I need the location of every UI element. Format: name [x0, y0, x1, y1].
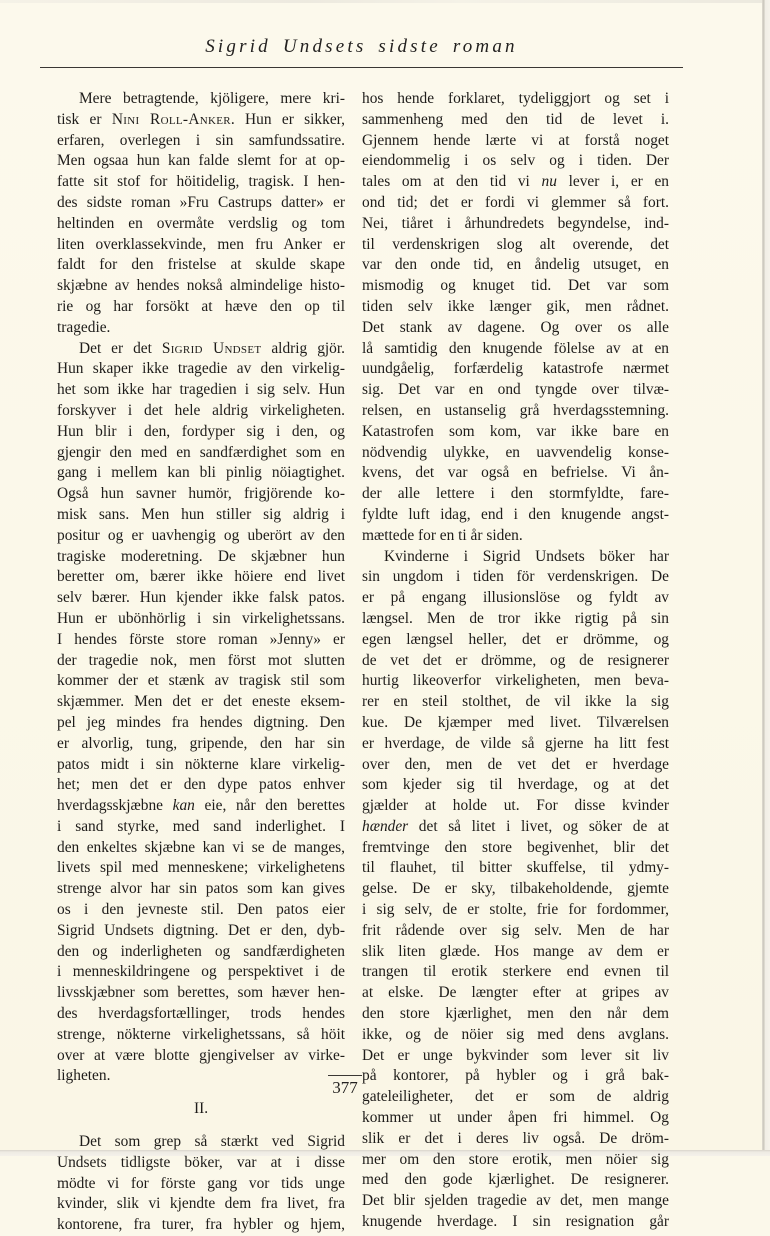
text-segment: tales om at den tid vi: [362, 173, 542, 191]
text-segment: Men ogsaa hun kan falde slemt for at op-: [57, 152, 345, 170]
text-segment: relsen, en ustanselig grå hverdagsstemning.: [362, 401, 669, 419]
text-line: [57, 255, 345, 276]
text-segment: Det er det: [79, 339, 162, 357]
text-line: [362, 942, 669, 963]
section-heading: [57, 1099, 345, 1120]
text-segment: eiendommelig i os selv og i tiden. Der: [362, 152, 669, 170]
author-name: Sigrid Undset: [161, 339, 262, 357]
text-segment: misk sans. Men hun stiller sig aldrig i: [57, 505, 345, 523]
text-line: [362, 651, 669, 672]
text-segment: kommer der et stænk av tragisk stil som: [57, 672, 345, 690]
text-line: [362, 755, 669, 776]
text-line: [362, 1004, 669, 1025]
text-line: [362, 796, 669, 817]
text-line: [362, 630, 669, 651]
text-line: [57, 630, 345, 651]
text-segment: hurtig likeoverfor virkeligheten, men beva-: [362, 672, 669, 690]
text-line: [57, 1194, 345, 1215]
text-line: [57, 443, 345, 464]
text-line: [362, 380, 669, 401]
text-segment: trangen til erotik sterkere end evnen til: [362, 963, 669, 981]
text-line: [362, 1025, 669, 1046]
text-line: [362, 484, 669, 505]
text-segment: kvens, det var også en befrielse. Vi ån-: [362, 464, 669, 482]
text-segment: tisk er: [57, 110, 112, 128]
text-segment: i menneskildringene og perspektivet i de: [57, 963, 345, 981]
text-segment: eie, når den berettes: [194, 797, 345, 815]
text-line: [57, 318, 345, 339]
text-segment: liten overklassekvinde, men fru Anker er: [57, 235, 345, 253]
text-line: [362, 193, 669, 214]
text-line: [362, 921, 669, 942]
text-line: [57, 401, 345, 422]
text-segment: er på engang illusionslöse og fyldt av: [362, 589, 669, 607]
text-line: [57, 734, 345, 755]
text-line: [57, 942, 345, 963]
text-segment: Det stank av dagene. Og over os alle: [362, 318, 669, 336]
text-segment: Katastrofen som kom, var ikke bare en: [362, 422, 669, 440]
text-segment: gjengir den med en sandfærdighet som en: [57, 443, 345, 461]
text-segment: sin ungdom i tiden för verdenskrigen. De: [362, 568, 669, 586]
text-segment: ligheten.: [57, 1067, 111, 1085]
text-segment: til flauhet, til bitter skuffelse, til ydmy-: [362, 859, 669, 877]
text-line: [57, 1046, 345, 1067]
text-segment: strenge alvor har sin patos som kan gives: [57, 880, 345, 898]
text-segment: gateleiligheter, det er som de aldrig: [362, 1088, 669, 1106]
text-segment: positur og er uavhengig og uberört av den: [57, 526, 345, 544]
text-line: [362, 588, 669, 609]
text-line: [57, 1025, 345, 1046]
text-segment: strenge, nökterne virkelighetssans, så höit: [57, 1025, 345, 1043]
text-line: [57, 89, 345, 110]
text-segment: sammenheng med den tid de levet i.: [362, 110, 669, 128]
running-head: Sigrid Undsets sidste roman: [205, 36, 518, 57]
text-line: [362, 900, 669, 921]
text-segment: livets spil med menneskene; virkelighetens: [57, 859, 345, 877]
text-segment: nödvendig ulykke, en uavvendelig konse-: [362, 443, 669, 461]
text-segment: mismodig og knuget tid. Det var som: [362, 277, 669, 295]
text-segment: slik er det i deres liv også. De dröm-: [362, 1129, 669, 1147]
text-segment: des sidste roman »Fru Castrups datter» er: [57, 193, 345, 211]
text-line: [362, 962, 669, 983]
text-line: [362, 276, 669, 297]
text-segment: mættede for en ti år siden.: [362, 526, 523, 544]
text-line: [57, 588, 345, 609]
text-line: [57, 567, 345, 588]
text-segment: at elske. De længter efter at gripes av: [362, 984, 669, 1002]
text-line: [362, 110, 669, 131]
text-line: [57, 713, 345, 734]
author-name: Nini Roll-Anker: [111, 110, 231, 128]
text-segment: Gjennem hende lærte vi at forstå noget: [362, 131, 669, 149]
text-segment: mer om den store erotik, men nöier sig: [362, 1150, 669, 1168]
text-segment: gang i mellem kan bli pinlig nöiagtighet.: [57, 464, 345, 482]
text-line: [362, 505, 669, 526]
text-segment: rie og har forsökt at hæve den op til: [57, 297, 345, 315]
text-line: [362, 443, 669, 464]
text-line: [362, 547, 669, 568]
text-line: [57, 817, 345, 838]
text-segment: kvinder, slik vi kjendte dem fra livet, fra: [57, 1195, 345, 1213]
emphasis: hænder: [362, 817, 409, 835]
text-segment: heltinden en overmåte verdslig og tom: [57, 214, 345, 232]
text-segment: Sigrid Undsets digtning. Det er den, dyb-: [57, 921, 345, 939]
text-segment: er alvorlig, tung, gripende, den har sin: [57, 734, 345, 752]
text-segment: fyldte luft idag, end i den knugende angst-: [362, 505, 669, 523]
text-segment: Nei, tiåret i århundredets begyndelse, ind-: [362, 214, 669, 232]
text-line: [57, 1132, 345, 1153]
text-line: [362, 214, 669, 235]
text-segment: Hun blir i den, fordyper sig i den, og: [57, 422, 345, 440]
text-segment: Det blir sjelden tragedie av det, men mange: [362, 1192, 669, 1210]
text-line: [57, 339, 345, 360]
text-segment: hverdagsskjæbne: [57, 797, 173, 815]
text-segment: des hverdagsfortællinger, trods hendes: [57, 1005, 345, 1023]
text-line: [57, 671, 345, 692]
text-segment: skjæbne av hendes nokså almindelige histo-: [57, 277, 345, 295]
text-segment: erfaren, overlegen i sin samfundssatire.: [57, 131, 345, 149]
text-line: [362, 1046, 669, 1067]
text-segment: var den onde tid, en åndelig utsuget, en: [362, 256, 669, 274]
text-line: [362, 359, 669, 380]
text-segment: i sig selv, de er stolte, frie for fordommer,: [362, 901, 669, 919]
text-segment: den store kjærlighet, men den når dem: [362, 1005, 669, 1023]
text-segment: længsel. Men de tror ikke rigtig på sin: [362, 609, 669, 627]
text-segment: II.: [193, 1100, 209, 1118]
text-line: [362, 713, 669, 734]
text-segment: patos midt i sin nökterne klare virkelig-: [57, 755, 345, 773]
right-column: [362, 89, 669, 1233]
text-segment: gjælder at holde ut. For disse kvinder: [362, 797, 669, 815]
text-line: [362, 131, 669, 152]
text-line: [57, 172, 345, 193]
text-line: [362, 401, 669, 422]
text-line: [57, 151, 345, 172]
text-line: [57, 110, 345, 131]
text-line: [362, 1212, 669, 1233]
text-segment: rer en steil stolthet, de vil ikke la sig: [362, 693, 669, 711]
text-segment: kue. De kjæmper med livet. Tilværelsen: [362, 713, 669, 731]
text-segment: forskyver i det hele aldrig virkeligheten.: [57, 401, 345, 419]
text-segment: egen længsel heller, det er drömme, og: [362, 630, 669, 648]
text-line: [57, 380, 345, 401]
text-segment: mödte vi for förste gang vor tids unge: [57, 1174, 345, 1192]
text-segment: ond tid; det er fordi vi glemmer så fort.: [362, 193, 669, 211]
text-segment: skjæmmer. Men det er det eneste eksem-: [57, 693, 345, 711]
page-number-rule: [328, 1075, 362, 1076]
page-right-edge: [762, 0, 770, 1156]
text-line: [57, 1004, 345, 1025]
text-segment: knugende hverdage. I sin resignation går: [362, 1213, 669, 1231]
text-line: [57, 214, 345, 235]
text-line: [362, 609, 669, 630]
text-segment: fremtvinge den store begivenhet, blir det: [362, 838, 669, 856]
text-segment: der tragedie nok, men först mot slutten: [57, 651, 345, 669]
text-segment: tragedie.: [57, 318, 111, 336]
emphasis: kan: [172, 797, 195, 815]
text-segment: som kjeder sig til hverdage, og at det: [362, 776, 669, 794]
text-line: [362, 422, 669, 443]
text-segment: faldt for den fristelse at skulde skape: [57, 256, 345, 274]
text-line: [362, 255, 669, 276]
text-segment: sig. Det var en ond tyngde over tilvæ-: [362, 381, 669, 399]
text-line: [57, 651, 345, 672]
text-line: [362, 463, 669, 484]
text-segment: med den gode kjærlighet. De resignerer.: [362, 1171, 669, 1189]
text-segment: Mere betragtende, kjöligere, mere kri-: [79, 90, 345, 107]
text-segment: på kontorer, på hybler og i grå bak-: [362, 1067, 669, 1085]
text-line: [362, 172, 669, 193]
text-line: [57, 297, 345, 318]
text-segment: de vet det er drömme, og de resignerer: [362, 651, 669, 669]
text-line: [57, 422, 345, 443]
text-segment: Også hun savner humör, frigjörende ko-: [57, 485, 345, 503]
text-segment: tragiske moderetning. De skjæbner hun: [57, 547, 345, 565]
text-line: [57, 838, 345, 859]
text-line: [57, 484, 345, 505]
text-line: [362, 318, 669, 339]
text-line: [57, 359, 345, 380]
text-segment: gelse. De er sky, tilbakeholdende, gjemte: [362, 880, 669, 898]
text-line: [362, 89, 669, 110]
text-line: [362, 151, 669, 172]
text-line: [57, 879, 345, 900]
text-segment: beretter om, bærer ikke höiere end livet: [57, 568, 345, 586]
text-line: [362, 858, 669, 879]
text-line: [362, 297, 669, 318]
spacer: [57, 1120, 345, 1132]
text-segment: I hendes förste store roman »Jenny» er: [57, 630, 345, 648]
text-segment: uundgåelig, forfærdelig katastrofe nærmet: [362, 360, 669, 378]
text-segment: Det som grep så stærkt ved Sigrid: [79, 1133, 345, 1151]
text-line: [362, 1150, 669, 1171]
text-line: [57, 858, 345, 879]
text-segment: over at være blotte gjengivelser av virke-: [57, 1046, 345, 1064]
text-line: [57, 983, 345, 1004]
header-rule: [40, 67, 683, 68]
text-line: [362, 1129, 669, 1150]
text-line: [362, 1087, 669, 1108]
text-segment: i sand styrke, med sand inderlighet. I: [57, 817, 345, 835]
text-segment: frit rådende over sig selv. Men de har: [362, 921, 669, 939]
text-line: [362, 983, 669, 1004]
text-segment: er hverdage, de vilde så gjerne ha litt fest: [362, 734, 669, 752]
text-segment: pel jeg mindes fra hendes digtning. Den: [57, 713, 345, 731]
left-column: [57, 89, 345, 1236]
text-segment: lå samtidig den knugende fölelse av at en: [362, 339, 669, 357]
text-line: [362, 1191, 669, 1212]
text-segment: over den, men de vet det er hverdage: [362, 755, 669, 773]
text-segment: kommer ut under åpen fri himmel. Og: [362, 1109, 669, 1127]
text-segment: fatte sit stof for höitidelig, tragisk. I hen-: [57, 173, 345, 191]
text-line: [362, 1108, 669, 1129]
text-segment: Undsets tidligste böker, var at i disse: [57, 1153, 345, 1171]
text-segment: det så litet i livet, og söker de at: [408, 817, 669, 835]
text-line: [57, 900, 345, 921]
text-line: [57, 692, 345, 713]
text-segment: . Hun er sikker,: [230, 110, 346, 128]
text-line: [362, 526, 669, 547]
text-line: [362, 1066, 669, 1087]
text-segment: den enkeltes skjæbne kan vi se de manges,: [57, 838, 345, 856]
text-segment: lever i, er en: [556, 173, 669, 191]
text-segment: tiden selv ikke længer gik, men rådnet.: [362, 297, 669, 315]
text-line: [57, 1174, 345, 1195]
text-line: [57, 796, 345, 817]
text-segment: ikke, og de nöier sig med dens avglans.: [362, 1025, 669, 1043]
text-line: [362, 1170, 669, 1191]
text-line: [57, 755, 345, 776]
text-line: [57, 463, 345, 484]
page-number: 377: [332, 1078, 358, 1097]
text-line: [57, 547, 345, 568]
text-segment: slik liten glæde. Hos mange av dem er: [362, 942, 669, 960]
text-line: [57, 775, 345, 796]
text-segment: livsskjæbner som berettes, som hæver hen-: [57, 984, 345, 1002]
text-segment: het som ikke har tragedien i sig selv. Hun: [57, 381, 345, 399]
text-segment: hos hende forklaret, tydeliggjort og set i: [362, 90, 669, 107]
text-segment: het; men det er den dype patos enhver: [57, 776, 345, 794]
text-line: [362, 671, 669, 692]
text-line: [57, 235, 345, 256]
text-line: [362, 879, 669, 900]
text-line: [362, 817, 669, 838]
text-line: [57, 526, 345, 547]
text-line: [362, 235, 669, 256]
text-segment: os i den jevneste stil. Den patos eier: [57, 901, 345, 919]
text-line: [57, 921, 345, 942]
page-top-edge: [0, 0, 770, 3]
text-segment: aldrig gjör.: [261, 339, 345, 357]
text-segment: til verdenskrigen slog alt overende, det: [362, 235, 669, 253]
text-line: [57, 1215, 345, 1236]
text-line: [57, 131, 345, 152]
emphasis: nu: [541, 173, 557, 191]
text-segment: Kvinderne i Sigrid Undsets böker har: [384, 547, 669, 565]
text-line: [57, 193, 345, 214]
text-line: [362, 838, 669, 859]
text-line: [362, 567, 669, 588]
text-segment: kontorene, fra turer, fra hybler og hjem,: [57, 1216, 345, 1234]
text-line: [57, 505, 345, 526]
text-segment: den og inderligheten og sandfærdigheten: [57, 942, 345, 960]
text-segment: der alle lettere i den stormfyldte, fare-: [362, 485, 669, 503]
text-segment: Hun er ubönhörlig i sin virkelighetssans.: [57, 609, 345, 627]
text-segment: selv bærer. Hun kjender ikke falsk patos.: [57, 589, 345, 607]
text-segment: Det er unge bykvinder som lever sit liv: [362, 1046, 669, 1064]
text-line: [362, 692, 669, 713]
text-line: [57, 962, 345, 983]
text-line: [362, 734, 669, 755]
text-line: [57, 276, 345, 297]
text-line: [362, 775, 669, 796]
text-line: [57, 609, 345, 630]
text-line: [362, 339, 669, 360]
text-segment: Hun skaper ikke tragedie av den virkelig-: [57, 360, 345, 378]
